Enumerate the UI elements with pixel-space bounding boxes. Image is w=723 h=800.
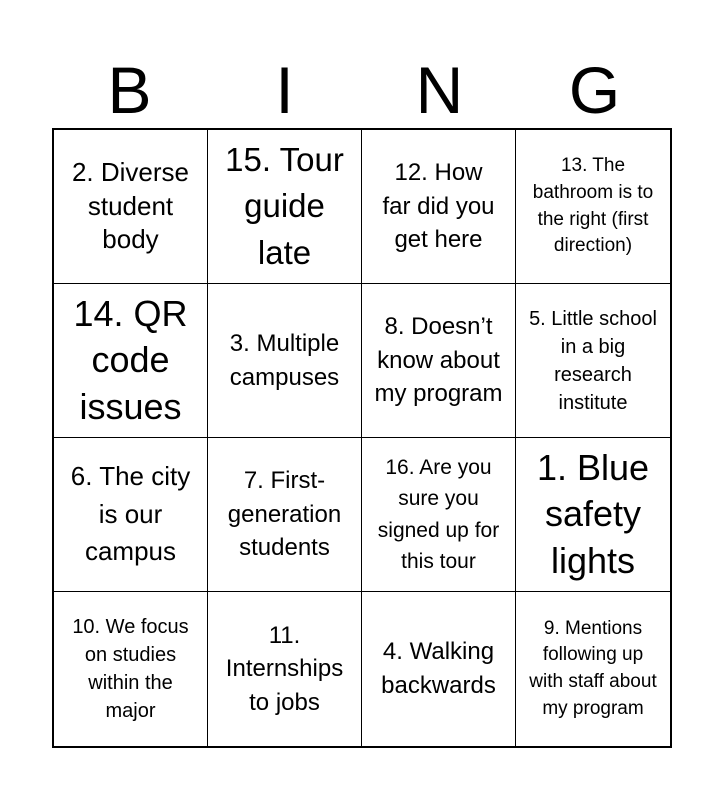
header-letter-b: B: [107, 53, 152, 127]
cell-text: 11. Internships to jobs: [225, 621, 344, 716]
header-letter-g: G: [568, 53, 621, 127]
bingo-cell[interactable]: [362, 130, 516, 284]
cell-text: 6. The city is our campus: [70, 460, 191, 567]
bingo-cell[interactable]: [362, 438, 516, 592]
cell-text: 14. QR code issues: [73, 293, 188, 427]
cell-text: 4. Walking backwards: [381, 638, 496, 699]
bingo-board: [52, 128, 672, 748]
cell-text: 3. Multiple campuses: [229, 329, 340, 391]
bingo-cell[interactable]: [54, 130, 208, 284]
bingo-cell[interactable]: [54, 284, 208, 438]
cell-text: 10. We focus on studies within the major: [72, 616, 189, 722]
cell-text: 16. Are you sure you signed up for this tour: [377, 455, 500, 573]
cell-text: 9. Mentions following up with staff about my program: [529, 617, 657, 719]
cell-text: 7. First-generation students: [227, 467, 342, 562]
cell-text: 1. Blue safety lights: [536, 447, 650, 581]
cell-text: 2. Diverse student body: [71, 156, 190, 255]
bingo-cell[interactable]: [516, 284, 670, 438]
bingo-header: [52, 52, 672, 128]
bingo-cell[interactable]: [516, 592, 670, 746]
bingo-cell[interactable]: [516, 438, 670, 592]
bingo-cell[interactable]: [516, 130, 670, 284]
bingo-cell[interactable]: [54, 592, 208, 746]
bingo-cell[interactable]: [54, 438, 208, 592]
cell-text: 12. How far did you get here: [382, 159, 495, 254]
cell-text: 15. Tour guide late: [225, 141, 344, 271]
bingo-cell[interactable]: [208, 284, 362, 438]
header-letter-n: N: [415, 53, 464, 127]
header-letter-i: I: [275, 53, 294, 127]
bingo-cell[interactable]: [208, 592, 362, 746]
bingo-cell[interactable]: [362, 592, 516, 746]
cell-text: 5. Little school in a big research institute: [529, 307, 657, 414]
bingo-cell[interactable]: [208, 130, 362, 284]
cell-text: 13. The bathroom is to the right (first direction): [532, 154, 654, 257]
bingo-cell[interactable]: [208, 438, 362, 592]
bingo-cell[interactable]: [362, 284, 516, 438]
cell-text: 8. Doesn’t know about my program: [374, 313, 503, 408]
